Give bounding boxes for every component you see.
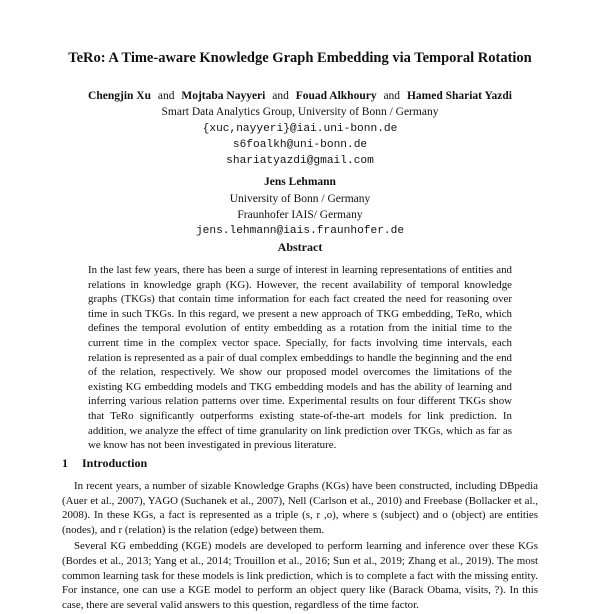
paragraph: Several KG embedding (KGE) models are developed to perform learning and inference over these KGs (Bordes et al., 2013; Yang et al., 2014; Trouillon et al., 2016; Sun et al., 2019; Zhang et al., 2019). The most common learning task for these models is link prediction, which is to complete a fact with the missing entity. For instance, one can use a KGE model to perform an object query like (Barack Obama, visits, ?). In this case, there are several valid answers to this question, regardless of the time factor. <box>62 540 538 611</box>
author-name: Chengjin Xu <box>88 90 151 102</box>
affiliation-1: Smart Data Analytics Group, University of Bonn / Germany <box>161 106 439 118</box>
author-name: Mojtaba Nayyeri <box>181 90 266 102</box>
author-2-email: jens.lehmann@iais.fraunhofer.de <box>195 225 405 237</box>
introduction-body <box>62 479 538 614</box>
paragraph: In recent years, a number of sizable Knowledge Graphs (KGs) have been constructed, including DBpedia (Auer et al., 2007), YAGO (Suchanek et al., 2007), Nell (Carlson et al., 2010) and Freebase (Bollacker et al., 2008). In these KGs, a fact is represented as a triple (s, r ,o), where s (subject) and o (object) are entities (nodes), and r (relation) is the relation (edge) between them. <box>62 480 538 536</box>
abstract-heading: Abstract <box>277 240 323 254</box>
author-name: Hamed Shariat Yazdi <box>406 90 512 102</box>
section-number: 1 <box>62 456 68 470</box>
affiliation-2-line: Fraunhofer IAIS/ Germany <box>237 209 363 221</box>
author-connector: and <box>157 90 175 102</box>
author-2-name: Jens Lehmann <box>264 176 336 188</box>
author-name: Fouad Alkhoury <box>295 90 377 102</box>
abstract-text: In the last few years, there has been a surge of interest in learning representations of entities and relations in knowledge graph (KG). However, the recent availability of temporal knowledge graphs (TKGs) that contain time information for each fact created the need for reasoning over time in such TKGs. In this regard, we present a new approach of TKG embedding, TeRo, which defines the temporal evolution of entity embedding as a rotation from the initial time to the current time in the complex vector space. Specially, for facts involving time intervals, each relation is represented as a pair of dual complex embeddings to handle the beginning and the end of the relation, respectively. We show our proposed model overcomes the limitations of the existing KG embedding models and TKG embedding models and has the ability of learning and inferring various relation patterns over time. Experimental results on four different TKGs show that TeRo significantly outperforms existing state-of-the-art models for link prediction. In addition, we analyze the effect of time granularity on link prediction over TKGs, which as far as we know has not been investigated in previous literature. <box>88 264 512 452</box>
email-line: s6foalkh@uni-bonn.de <box>232 139 368 151</box>
section-title: Introduction <box>82 456 148 470</box>
section-heading <box>62 456 147 471</box>
paper-title: TeRo: A Time-aware Knowledge Graph Embedding via Temporal Rotation <box>68 50 532 66</box>
author-connector: and <box>272 90 289 102</box>
author-connector: and <box>383 90 401 102</box>
email-line: shariatyazdi@gmail.com <box>226 155 374 167</box>
affiliation-2-line: University of Bonn / Germany <box>229 193 371 205</box>
email-line: {xuc,nayyeri}@iai.uni-bonn.de <box>202 123 398 135</box>
author-list <box>0 89 600 104</box>
